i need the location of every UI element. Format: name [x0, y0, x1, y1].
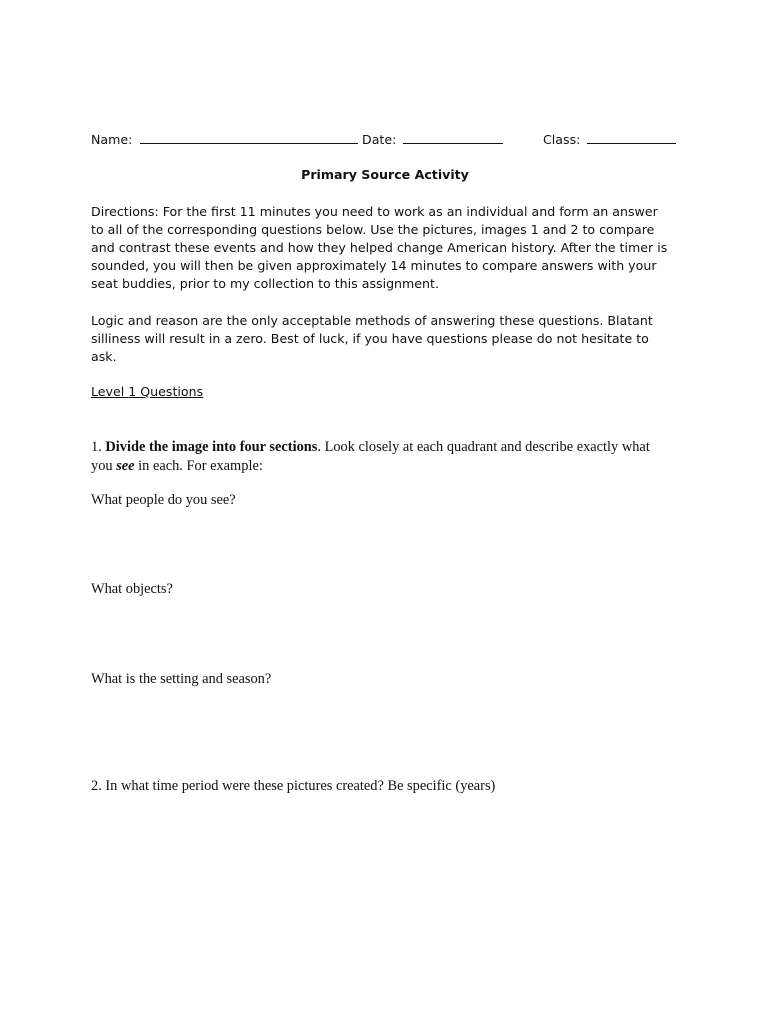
name-blank[interactable]	[140, 131, 358, 144]
class-field	[543, 131, 676, 147]
logic-line: Logic and reason are the only acceptable methods of answering these questions. Blatant	[91, 313, 653, 328]
class-label: Class:	[543, 132, 581, 147]
question-1-emphasis: see	[116, 458, 135, 474]
sub-question-objects: What objects?	[91, 581, 173, 597]
class-blank[interactable]	[587, 131, 676, 144]
question-1-bold: Divide the image into four sections	[105, 439, 318, 455]
directions-line: sounded, you will then be given approximately 14 minutes to compare answers with your	[91, 258, 657, 273]
directions-line: to all of the corresponding questions below. Use the pictures, images 1 and 2 to compare	[91, 222, 655, 237]
question-1-prefix: you	[91, 458, 117, 474]
sub-question-setting: What is the setting and season?	[91, 671, 272, 687]
sub-question-people: What people do you see?	[91, 492, 236, 508]
date-label: Date:	[362, 132, 397, 147]
page-title: Primary Source Activity	[301, 167, 469, 182]
directions-line: seat buddies, prior to my collection to this assignment.	[91, 276, 439, 291]
directions-line: Directions: For the first 11 minutes you need to work as an individual and form an answer	[91, 204, 658, 219]
directions-paragraph	[91, 203, 691, 293]
logic-line: ask.	[91, 349, 117, 364]
question-1-rest: . Look closely at each quadrant and describe exactly what	[317, 439, 650, 455]
question-1-line-1	[91, 438, 650, 457]
question-1-number: 1.	[91, 439, 106, 455]
date-blank[interactable]	[403, 131, 503, 144]
level-heading: Level 1 Questions	[91, 384, 204, 399]
header-row	[91, 131, 358, 147]
question-1	[91, 438, 650, 476]
date-field	[362, 131, 503, 147]
logic-line: silliness will result in a zero. Best of luck, if you have questions please do not hesitate to	[91, 331, 649, 346]
name-label: Name:	[91, 132, 133, 147]
logic-paragraph	[91, 312, 691, 366]
directions-line: and contrast these events and how they helped change American history. After the timer is	[91, 240, 668, 255]
question-1-line-2	[91, 457, 650, 476]
question-2: 2. In what time period were these pictures created? Be specific (years)	[91, 778, 496, 794]
question-1-suffix: in each. For example:	[134, 458, 263, 474]
